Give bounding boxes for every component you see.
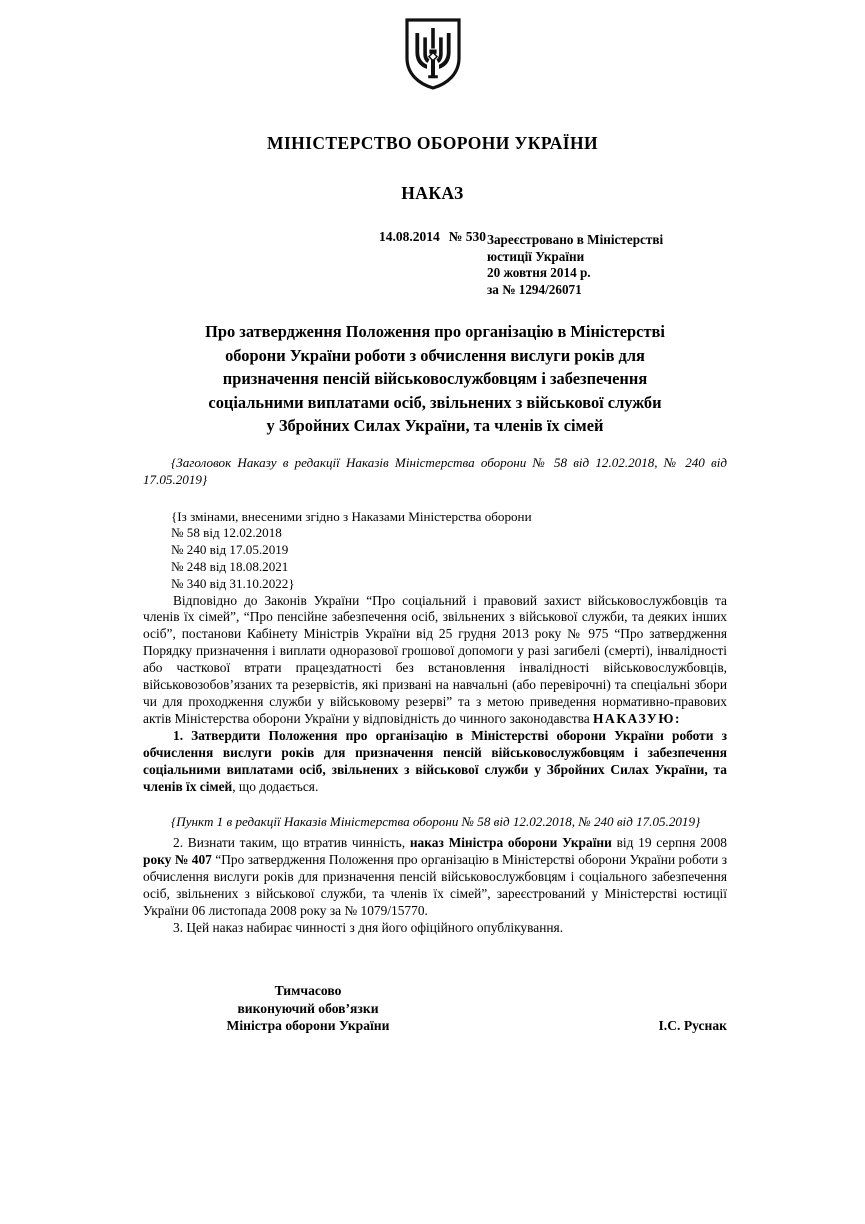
emblem-container [0, 0, 865, 95]
item-1-tail: , що додається. [232, 778, 319, 794]
signature-row [143, 982, 727, 1035]
ministry-heading: МІНІСТЕРСТВО ОБОРОНИ УКРАЇНИ [267, 133, 598, 153]
title-amendment-note: {Заголовок Наказу в редакції Наказів Міністерства оборони № 58 від 12.02.2018, № 240 від 17.05.2019} [143, 455, 727, 487]
registration-line-1: Зареєстровано в Міністерстві [487, 232, 664, 247]
title-line-5: у Збройних Силах України, та членів їх сімей [266, 416, 604, 435]
registration-block [487, 232, 663, 298]
ukraine-coat-of-arms-icon [405, 18, 461, 90]
document-title [145, 320, 725, 438]
item-3-paragraph: 3. Цей наказ набирає чинності з дня його офіційного опублікування. [173, 919, 564, 935]
signatory-name: І.С. Руснак [658, 1018, 727, 1034]
item-2-bold-order: наказ Міністра оборони України [409, 835, 612, 851]
preamble-paragraph [143, 593, 727, 728]
title-line-3: призначення пенсій військовослужбовцям і забезпечення [222, 369, 648, 388]
command-word: НАКАЗУЮ: [593, 710, 682, 726]
order-date-number [0, 229, 865, 245]
preamble-text: Відповідно до Законів України “Про соціальний і правовий захист військовослужбовців та членів їх сімей”, “Про пенсійне забезпечення осіб, звільнених з військової служби, та деяких інших осіб”, постанови Кабінету Міністрів України від 25 грудня 2013 року № 975 “Про затвердження Порядку призначення і виплати одноразової грошової допомоги у разі загибелі (смерті), інвалідності або часткової втрати працездатності без встановлення інвалідності військовослужбовців, військовозобов’язаних та резервістів, які призвані на навчальні (або перевірочні) та спеціальні збори чи для проходження служби у військовому резерві” та з метою приведення нормативно-правових актів Міністерства оборони України у відповідність до чинного законодавства [143, 592, 727, 726]
amendments-intro: {Із змінами, внесеними згідно з Наказами Міністерства оборони [171, 508, 532, 524]
order-heading: НАКАЗ [401, 183, 464, 203]
amendments-block [143, 509, 727, 593]
title-line-1: Про затвердження Положення про організацію в Міністерстві [205, 322, 665, 341]
signatory-position [143, 982, 473, 1035]
registration-number: за № 1294/26071 [487, 281, 582, 297]
registration-line-2: юстиції України [487, 248, 585, 264]
registration-date: 20 жовтня 2014 р. [487, 265, 591, 280]
title-line-2: оборони України роботи з обчислення вислуги років для [225, 345, 645, 365]
amendment-item: № 58 від 12.02.2018 [171, 525, 282, 541]
signatory-line-2: виконуючий обов’язки [237, 1000, 379, 1016]
amendment-item: № 240 від 17.05.2019 [171, 542, 289, 558]
item-2-bold-year-word: року [143, 852, 172, 868]
document-body [143, 455, 727, 937]
item-2-tail: “Про затвердження Положення про організацію в Міністерстві оборони України роботи з обчислення вислуги років для призначення пенсій військовослужбовцям і соціального забезпечення осіб, звільнених з військової служби, та членів їх сімей”, зареєстрований у Міністерстві юстиції України 06 листопада 2008 року за № 1079/15770. [143, 852, 728, 918]
amendment-item: № 248 від 18.08.2021 [171, 558, 289, 574]
signatory-line-3: Міністра оборони України [226, 1018, 390, 1034]
item-2-bold-number: № 407 [174, 852, 212, 868]
item-1-paragraph [143, 728, 727, 796]
item-1-amendment-note: {Пункт 1 в редакції Наказів Міністерства оборони № 58 від 12.02.2018, № 240 від 17.05.2019} [171, 814, 701, 830]
item-2-mid-1: від 19 серпня 2008 [611, 835, 728, 851]
order-date: 14.08.2014 [379, 229, 440, 244]
item-2-paragraph [143, 835, 727, 920]
title-line-4: соціальними виплатами осіб, звільнених з військової служби [208, 392, 662, 412]
item-2-lead: 2. Визнати таким, що втратив чинність, [173, 835, 410, 851]
amendment-item: № 340 від 31.10.2022} [171, 575, 295, 591]
item-1-bold-text: 1. Затвердити Положення про організацію в Міністерстві оборони України роботи з обчислення вислуги років для призначення пенсій військовослужбовцям і забезпечення соціальними виплатами осіб, звільнених з військової служби у Збройних Силах України, та членів їх сімей [143, 727, 727, 794]
order-number: № 530 [448, 229, 486, 244]
signature-block [143, 982, 727, 1035]
signatory-line-1: Тимчасово [274, 983, 342, 998]
